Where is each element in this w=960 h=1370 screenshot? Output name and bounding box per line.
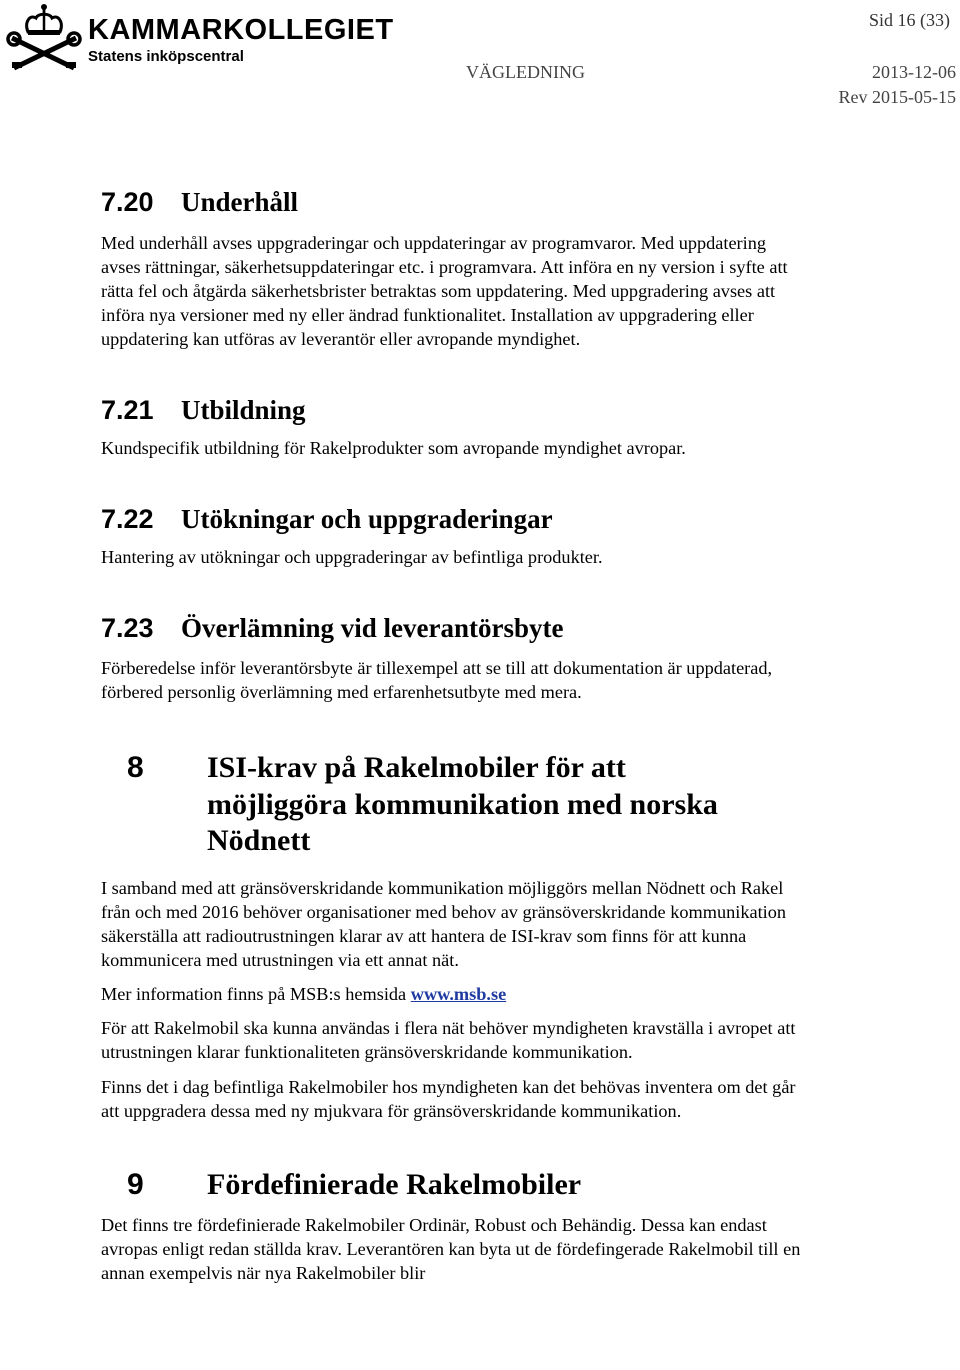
document-date: 2013-12-06 xyxy=(872,62,956,82)
section-number: 7.22 xyxy=(101,504,154,534)
section-paragraph: Finns det i dag befintliga Rakelmobiler hos myndigheten kan det behövas inventera om det går att uppgradera dessa med ny mjukvara för gränsöverskridande kommunikation. xyxy=(101,1076,796,1121)
document-revision: Rev 2015-05-15 xyxy=(838,87,956,107)
section-7-23 xyxy=(101,609,801,704)
logo-subtitle: Statens inköpscentral xyxy=(88,48,244,65)
section-heading xyxy=(101,500,801,538)
chapter-title: ISI-krav på Rakelmobiler för att möjliggöra kommunikation med norska Nödnett xyxy=(207,751,718,857)
section-paragraph: Hantering av utökningar och uppgraderingar av befintliga produkter. xyxy=(101,547,603,567)
section-9 xyxy=(101,1167,801,1286)
section-number: 7.20 xyxy=(101,187,154,217)
section-heading xyxy=(101,609,801,647)
section-paragraph: Det finns tre fördefinierade Rakelmobiler Ordinär, Robust och Behändig. Dessa kan endast avropas enligt redan ställda krav. Leverantören kan byta ut de fördefingerade Rakelmobil till en annan exempelvis när nya Rakelmobiler blir xyxy=(101,1215,801,1283)
chapter-heading xyxy=(101,1167,801,1204)
section-number: 7.21 xyxy=(101,395,154,425)
section-paragraph: Med underhåll avses uppgraderingar och uppdateringar av programvaror. Med uppdatering avses rättningar, säkerhetsuppdateringar etc. i programvara. Att införa en ny version i syfte att rätta fel och åtgärda säkerhetsbrister betraktas som uppdatering. Med uppgradering avses att införa nya versioner med ny eller ändrad funktionalitet. Installation av uppgradering eller uppdatering kan utföras av leverantör eller avropande myndighet. xyxy=(101,233,788,349)
more-info-text: Mer information finns på MSB:s hemsida xyxy=(101,983,411,1004)
document-body xyxy=(101,183,801,1285)
section-7-21 xyxy=(101,391,801,460)
section-heading xyxy=(101,183,801,221)
section-title: Underhåll xyxy=(181,187,299,217)
section-paragraph: Förberedelse inför leverantörsbyte är tillexempel att se till att dokumentation är uppdaterad, förbered personlig överlämning med erfarenhetsutbyte med mera. xyxy=(101,658,773,702)
msb-website-link[interactable]: www.msb.se xyxy=(410,983,507,1004)
chapter-number: 9 xyxy=(127,1167,144,1201)
section-8 xyxy=(101,750,801,1123)
section-paragraph: Kundspecifik utbildning för Rakelprodukter som avropande myndighet avropar. xyxy=(101,438,686,458)
section-title: Överlämning vid leverantörsbyte xyxy=(181,613,564,643)
section-title: Utökningar och uppgraderingar xyxy=(181,504,553,534)
chapter-heading xyxy=(101,750,801,860)
chapter-number: 8 xyxy=(127,751,144,784)
section-paragraph: För att Rakelmobil ska kunna användas i flera nät behöver myndigheten kravställa i avropet att utrustningen klarar funktionaliteten gränsöverskridande kommunikation. xyxy=(101,1017,796,1062)
more-info-paragraph xyxy=(101,982,801,1006)
logo-wordmark: KAMMARKOLLEGIET xyxy=(88,14,394,46)
section-number: 7.23 xyxy=(101,613,154,643)
section-paragraph: I samband med att gränsöverskridande kommunikation möjliggörs mellan Nödnett och Rakel från och med 2016 behöver organisationer med behov av gränsöverskridande kommunikation säkerställa att radioutrustningen klarar av att hantera de ISI-krav som finns för att kunna kommunicera med utrustningen via ett annat nät. xyxy=(101,877,787,970)
kammarkollegiet-logo xyxy=(4,2,394,72)
section-title: Utbildning xyxy=(181,395,306,425)
section-7-20 xyxy=(101,183,801,351)
chapter-title: Fördefinierade Rakelmobiler xyxy=(207,1167,582,1201)
crown-keys-emblem-icon xyxy=(4,2,84,72)
document-type: VÄGLEDNING xyxy=(466,62,585,82)
page-number: Sid 16 (33) xyxy=(869,10,950,30)
section-7-22 xyxy=(101,500,801,569)
section-heading xyxy=(101,391,801,429)
